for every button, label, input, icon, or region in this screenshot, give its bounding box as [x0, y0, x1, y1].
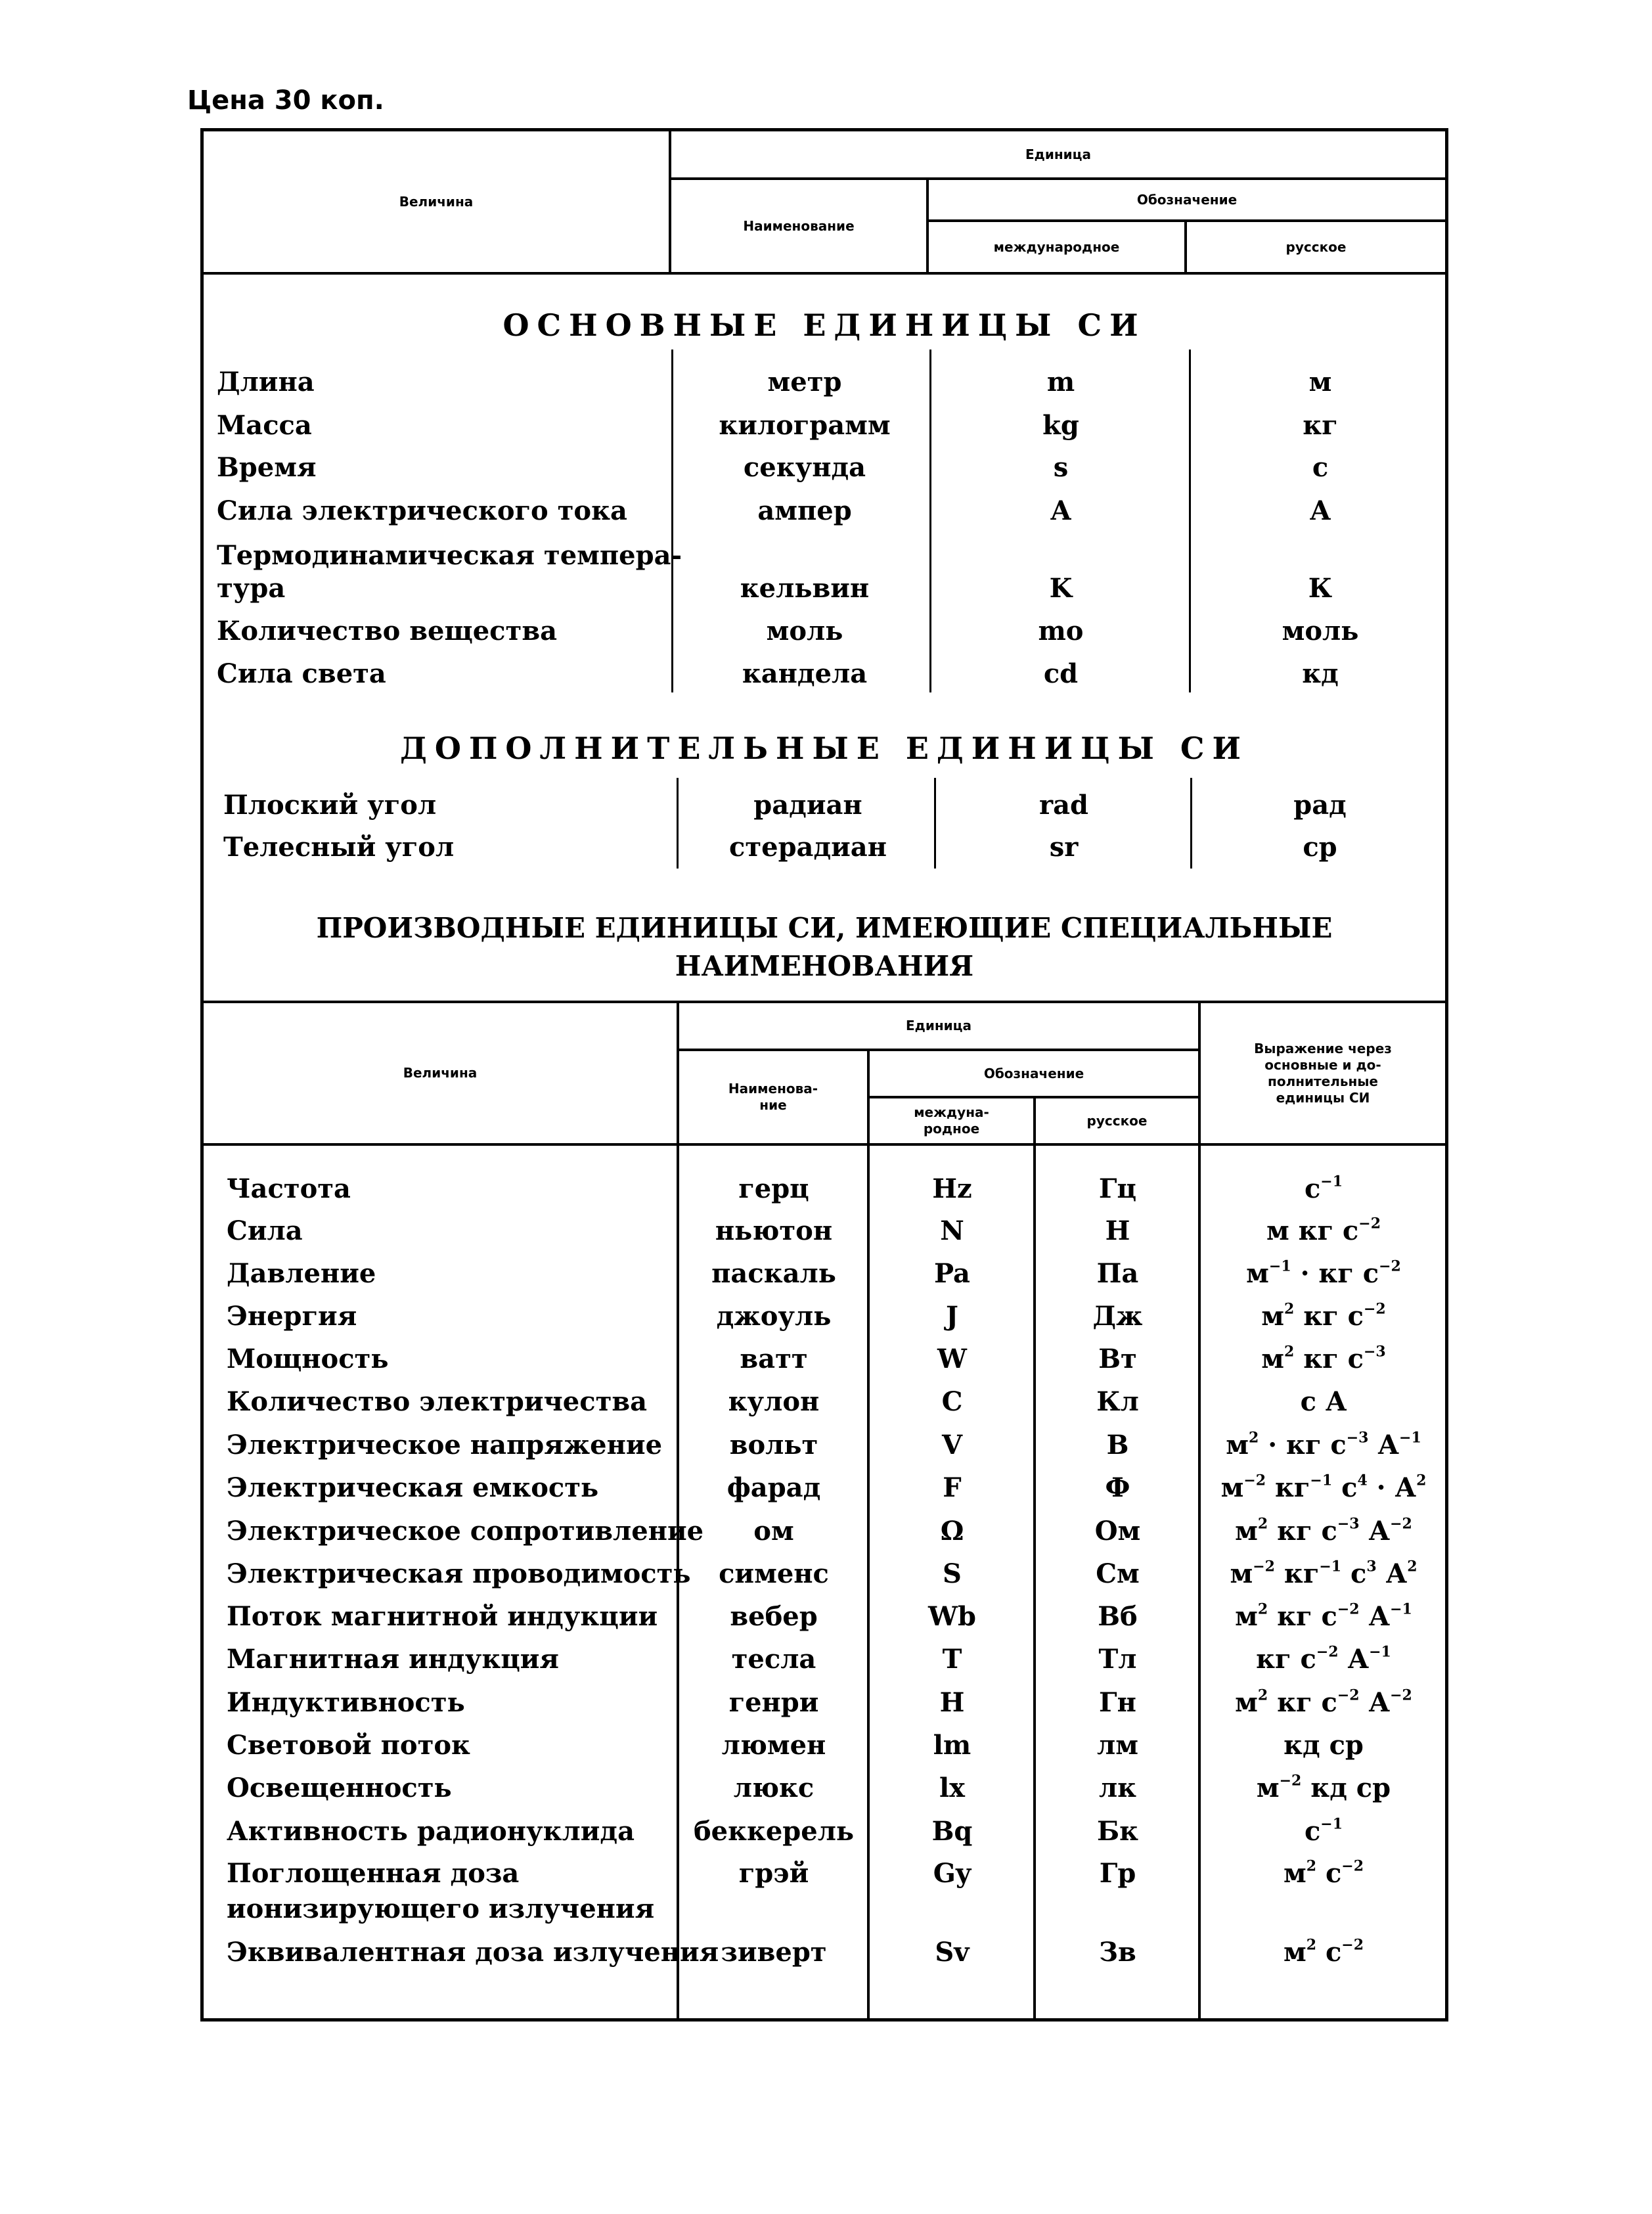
derived-header-expression	[1201, 1003, 1445, 1143]
cell-unit: метр	[767, 367, 842, 397]
cell-rus: ср	[1303, 832, 1337, 863]
cell-int: lx	[939, 1773, 966, 1803]
cell-expr: $м^2$ кг $с^{-2}$	[1261, 1300, 1386, 1332]
cell-name: Электрическое сопротивление	[227, 1516, 704, 1547]
cell-rus: Бк	[1096, 1816, 1139, 1847]
cell-name: Электрическая емкость	[227, 1472, 599, 1503]
cell-int: Hz	[932, 1173, 972, 1204]
header-quantity: Величина	[399, 193, 474, 210]
cell-rus: Вб	[1098, 1601, 1138, 1632]
cell-name: Освещенность	[227, 1773, 452, 1803]
cell-expr: $м^2$ · кг $с^{-3}$ $А^{-1}$	[1226, 1429, 1421, 1460]
cell-rus: кд	[1302, 658, 1339, 689]
cell-int: S	[943, 1558, 962, 1589]
cell-name: ионизирующего излучения	[227, 1893, 655, 1924]
basic-units-title: ОСНОВНЫЕ ЕДИНИЦЫ СИ	[502, 307, 1146, 343]
divider	[204, 1143, 1445, 1146]
cell-name: Световой поток	[227, 1730, 470, 1761]
cell-int: lm	[933, 1730, 971, 1761]
cell-name: Индуктивность	[227, 1687, 465, 1718]
cell-name: Масса	[217, 410, 312, 441]
divider	[934, 778, 936, 869]
cell-rus: с	[1312, 452, 1329, 483]
cell-rus: Гр	[1099, 1858, 1136, 1889]
cell-int: N	[940, 1215, 964, 1246]
header-international: международное	[993, 238, 1120, 255]
cell-expr: $м^2$ $с^{-2}$	[1283, 1936, 1364, 1968]
cell-unit: беккерель	[693, 1816, 855, 1847]
derived-header-expression-line2: основные и до-	[1264, 1056, 1381, 1073]
divider	[677, 778, 679, 869]
cell-int: m	[1046, 367, 1075, 397]
cell-name: Энергия	[227, 1301, 357, 1332]
cell-int: Pa	[934, 1258, 970, 1289]
cell-unit: ом	[753, 1516, 794, 1547]
cell-int: Ω	[940, 1516, 964, 1547]
cell-rus: кг	[1303, 410, 1338, 441]
cell-name: Частота	[227, 1173, 351, 1204]
cell-int: Bq	[931, 1816, 973, 1847]
cell-expr: м кг $с^{-2}$	[1266, 1215, 1381, 1246]
cell-expr: $м^2$ кг $с^{-3}$ $А^{-2}$	[1235, 1515, 1412, 1547]
cell-rus: м	[1308, 367, 1332, 397]
supplementary-units-title: ДОПОЛНИТЕЛЬНЫЕ ЕДИНИЦЫ СИ	[400, 731, 1249, 766]
header-name: Наименование	[743, 217, 855, 234]
cell-rus: В	[1106, 1430, 1129, 1460]
cell-expr: $м^2$ кг $с^{-2}$ $А^{-2}$	[1235, 1686, 1412, 1718]
cell-rus: А	[1309, 495, 1331, 526]
header-designation: Обозначение	[1136, 191, 1238, 208]
cell-int: cd	[1043, 658, 1079, 689]
cell-expr: $м^{-2}$ $кг^{-1}$ $с^4 \cdot А^2$	[1220, 1472, 1427, 1503]
cell-name: Сила света	[217, 658, 386, 689]
cell-int: K	[1049, 573, 1073, 604]
derived-header-quantity: Величина	[403, 1065, 478, 1081]
divider	[204, 272, 1445, 275]
cell-unit: тесла	[731, 1644, 816, 1675]
cell-expr: $м^{-2}$ кд ср	[1256, 1772, 1391, 1803]
cell-name: Активность радионуклида	[227, 1816, 635, 1847]
cell-unit: стерадиан	[729, 832, 887, 863]
cell-int: W	[937, 1344, 967, 1374]
cell-rus: Ом	[1094, 1516, 1141, 1547]
cell-name: Мощность	[227, 1344, 389, 1374]
cell-int: A	[1050, 495, 1071, 526]
cell-int: kg	[1042, 410, 1079, 441]
cell-int: mo	[1038, 616, 1084, 646]
divider	[929, 350, 931, 692]
cell-expr: кд ср	[1284, 1730, 1364, 1761]
cell-unit: килограмм	[719, 410, 891, 441]
cell-unit: вольт	[729, 1430, 818, 1460]
derived-header-expression-line1: Выражение через	[1254, 1040, 1392, 1056]
divider	[867, 1049, 870, 2018]
divider	[1033, 1096, 1036, 2018]
cell-expr: $м^{-1}$ · кг $с^{-2}$	[1246, 1257, 1401, 1289]
cell-unit: ватт	[740, 1344, 808, 1374]
cell-int: Gy	[933, 1858, 971, 1889]
cell-expr: $м^{-2}$ $кг^{-1}$ $с^3$ $А^2$	[1230, 1558, 1418, 1589]
cell-int: V	[941, 1430, 963, 1460]
cell-rus: Ф	[1105, 1472, 1130, 1503]
cell-name: Количество электричества	[227, 1386, 648, 1417]
cell-unit: паскаль	[711, 1258, 836, 1289]
cell-expr: $с^{-1}$	[1304, 1173, 1343, 1204]
header-russian: русское	[1285, 238, 1347, 255]
cell-unit: моль	[766, 616, 843, 646]
cell-rus: Па	[1096, 1258, 1139, 1289]
cell-rus: Гц	[1098, 1173, 1137, 1204]
derived-header-international	[870, 1098, 1033, 1143]
cell-name: Длина	[217, 367, 315, 397]
cell-unit: сименс	[719, 1558, 829, 1589]
cell-name: Телесный угол	[223, 832, 455, 863]
cell-rus: лк	[1098, 1773, 1137, 1803]
cell-unit: люмен	[721, 1730, 826, 1761]
cell-name: Термодинамическая темпера-	[217, 540, 682, 571]
derived-header-international-line2: родное	[923, 1121, 980, 1137]
cell-name: Давление	[227, 1258, 376, 1289]
cell-name: Плоский угол	[223, 790, 437, 821]
cell-expr: кг $с^{-2}$ $А^{-1}$	[1256, 1643, 1391, 1675]
cell-int: T	[942, 1644, 962, 1675]
cell-rus: Гн	[1099, 1687, 1136, 1718]
cell-rus: Вт	[1098, 1344, 1137, 1374]
cell-name: Сила	[227, 1215, 303, 1246]
divider	[1189, 350, 1191, 692]
cell-unit: грэй	[738, 1858, 809, 1889]
cell-rus: Н	[1105, 1215, 1130, 1246]
derived-header-name	[679, 1051, 867, 1143]
cell-unit: фарад	[726, 1472, 821, 1503]
cell-expr: $м^2$ кг $с^{-3}$	[1261, 1343, 1386, 1374]
cell-unit: генри	[728, 1687, 819, 1718]
derived-header-russian: русское	[1086, 1112, 1148, 1129]
derived-header-international-line1: междуна-	[914, 1104, 989, 1120]
price-label: Цена 30 коп.	[187, 85, 384, 116]
cell-rus: лм	[1097, 1730, 1138, 1761]
divider	[1190, 778, 1192, 869]
cell-name: Магнитная индукция	[227, 1644, 559, 1675]
cell-name: Количество вещества	[217, 616, 558, 646]
cell-unit: ньютон	[715, 1215, 833, 1246]
cell-int: C	[941, 1386, 963, 1417]
derived-header-expression-line3: полнительные	[1268, 1073, 1378, 1089]
derived-header-expression-line4: единицы СИ	[1276, 1089, 1370, 1106]
cell-int: Wb	[928, 1601, 976, 1632]
cell-unit: герц	[738, 1173, 809, 1204]
cell-expr: с А	[1300, 1386, 1347, 1417]
header-unit: Единица	[1025, 146, 1091, 162]
cell-int: s	[1053, 452, 1069, 483]
cell-unit: джоуль	[716, 1301, 832, 1332]
cell-expr: $м^2$ кг $с^{-2}$ $А^{-1}$	[1235, 1600, 1412, 1632]
cell-unit: кулон	[728, 1386, 820, 1417]
cell-int: F	[943, 1472, 962, 1503]
cell-rus: рад	[1293, 790, 1347, 821]
derived-header-unit: Единица	[906, 1018, 971, 1033]
cell-rus: Кл	[1096, 1386, 1139, 1417]
derived-header-name-line1: Наименова-	[728, 1081, 818, 1096]
cell-rus: Дж	[1092, 1301, 1143, 1332]
cell-expr: $м^2$ $с^{-2}$	[1283, 1857, 1364, 1889]
cell-rus: Зв	[1099, 1937, 1136, 1968]
cell-rus: К	[1308, 573, 1333, 604]
cell-rus: Тл	[1098, 1644, 1137, 1675]
cell-int: H	[939, 1687, 965, 1718]
divider	[1198, 1001, 1201, 2018]
cell-unit: радиан	[753, 790, 862, 821]
cell-unit: кандела	[742, 658, 868, 689]
cell-unit: зиверт	[721, 1937, 827, 1968]
cell-unit: секунда	[743, 452, 866, 483]
cell-unit: ампер	[757, 495, 852, 526]
cell-unit: люкс	[733, 1773, 815, 1803]
cell-name: Поток магнитной индукции	[227, 1601, 658, 1632]
cell-name: Время	[217, 452, 317, 483]
derived-header-designation: Обозначение	[983, 1065, 1084, 1081]
cell-name: Поглощенная доза	[227, 1858, 520, 1889]
cell-int: J	[946, 1301, 958, 1332]
derived-units-title-line2: НАИМЕНОВАНИЯ	[675, 950, 974, 982]
cell-int: rad	[1039, 790, 1088, 821]
cell-rus: моль	[1282, 616, 1359, 646]
derived-units-title: ПРОИЗВОДНЫЕ ЕДИНИЦЫ СИ, ИМЕЮЩИЕ СПЕЦИАЛЬНЫЕ	[316, 912, 1333, 944]
cell-expr: $с^{-1}$	[1304, 1815, 1343, 1847]
derived-header-name-line2: ние	[759, 1097, 787, 1113]
cell-int: Sv	[935, 1937, 970, 1968]
cell-rus: См	[1096, 1558, 1140, 1589]
cell-unit: вебер	[730, 1601, 818, 1632]
cell-unit: кельвин	[740, 573, 870, 604]
cell-int: sr	[1049, 832, 1079, 863]
cell-name: Электрическое напряжение	[227, 1430, 663, 1460]
cell-name: Эквивалентная доза излучения	[227, 1937, 719, 1968]
cell-name: Электрическая проводимость	[227, 1558, 691, 1589]
cell-name: тура	[217, 573, 286, 604]
cell-name: Сила электрического тока	[217, 495, 627, 526]
